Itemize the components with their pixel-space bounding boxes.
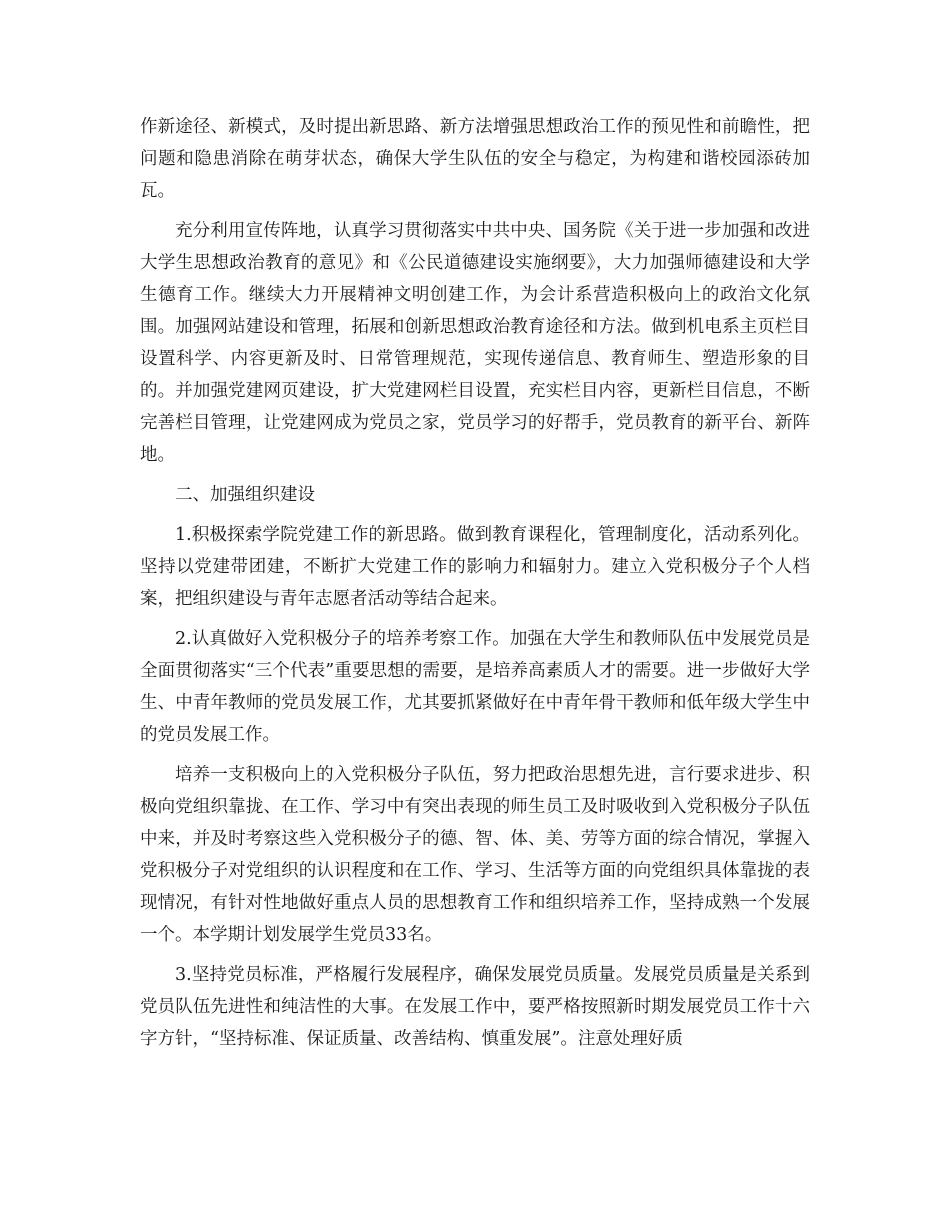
paragraph-item-1: 1.积极探索学院党建工作的新思路。做到教育课程化，管理制度化，活动系列化。坚持以党建带团建，不断扩大党建工作的影响力和辐射力。建立入党积极分子个人档案，把组织建设与青年志愿者活动等结合起来。 [140, 525, 810, 609]
paragraph-item-3: 3.坚持党员标准，严格履行发展程序，确保发展党员质量。发展党员质量是关系到党员队伍先进性和纯洁性的大事。在发展工作中，要严格按照新时期发展党员工作十六字方针，“坚持标准、保证质量、改善结构、慎重发展”。注意处理好质 [140, 965, 810, 1049]
paragraph-propaganda: 充分利用宣传阵地，认真学习贯彻落实中共中央、国务院《关于进一步加强和改进大学生思想政治教育的意见》和《公民道德建设实施纲要》，大力加强师德建设和大学生德育工作。继续大力开展精神文明创建工作，为会计系营造积极向上的政治文化氛围。加强网站建设和管理，拓展和创新思想政治教育途径和方法。做到机电系主页栏目设置科学、内容更新及时、日常管理规范，实现传递信息、教育师生、塑造形象的目的。并加强党建网页建设，扩大党建网栏目设置，充实栏目内容，更新栏目信息，不断完善栏目管理，让党建网成为党员之家，党员学习的好帮手，党员教育的新平台、新阵地。 [140, 221, 810, 465]
document-body [140, 111, 810, 1063]
paragraph-item-2: 2.认真做好入党积极分子的培养考察工作。加强在大学生和教师队伍中发展党员是全面贯彻落实“三个代表”重要思想的需要，是培养高素质人才的需要。进一步做好大学生、中青年教师的党员发展工作，尤其要抓紧做好在中青年骨干教师和低年级大学生中的党员发展工作。 [140, 629, 810, 745]
paragraph-activists: 培养一支积极向上的入党积极分子队伍，努力把政治思想先进，言行要求进步、积极向党组织靠拢、在工作、学习中有突出表现的师生员工及时吸收到入党积极分子队伍中来，并及时考察这些入党积极分子的德、智、体、美、劳等方面的综合情况，掌握入党积极分子对党组织的认识程度和在工作、学习、生活等方面的向党组织具体靠拢的表现情况，有针对性地做好重点人员的思想教育工作和组织培养工作，坚持成熟一个发展一个。本学期计划发展学生党员33名。 [140, 765, 810, 945]
section-heading-organization: 二、加强组织建设 [175, 485, 315, 505]
paragraph-continuation: 作新途径、新模式，及时提出新思路、新方法增强思想政治工作的预见性和前瞻性，把问题和隐患消除在萌芽状态，确保大学生队伍的安全与稳定，为构建和谐校园添砖加瓦。 [140, 117, 810, 201]
